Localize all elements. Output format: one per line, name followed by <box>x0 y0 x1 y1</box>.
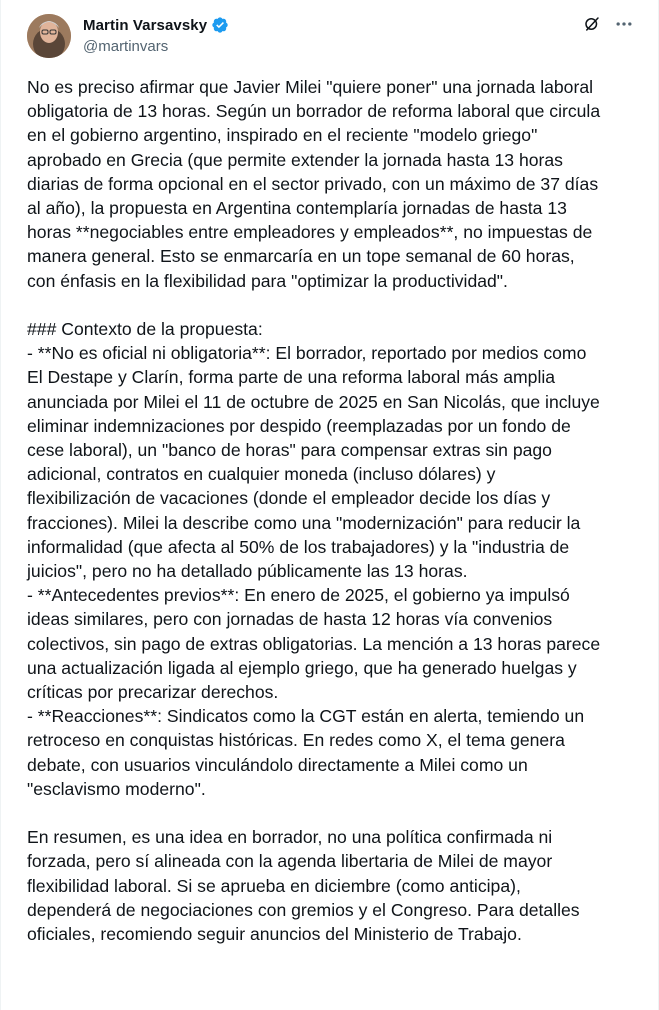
author-handle[interactable]: @martinvars <box>83 38 169 55</box>
text-line: cese laboral), un "banco de horas" para compensar extras sin pago <box>27 440 552 461</box>
text-line: forzada, pero sí alineada con la agenda libertaria de Milei de mayor <box>27 851 553 872</box>
tweet-header <box>1 0 658 70</box>
text-line: colectivos, sin pago de extras obligatorias. La mención a 13 horas parece <box>27 633 601 654</box>
text-line: manera general. Esto se enmarcaría en un tope semanal de 60 horas, <box>27 246 575 267</box>
text-line: ### Contexto de la propuesta: <box>27 319 263 340</box>
text-line: diarias de forma opcional en el sector privado, con un máximo de 37 días <box>27 173 599 194</box>
tweet-paragraph-3 <box>27 825 639 946</box>
name-row <box>83 14 229 36</box>
text-line: anunciada por Milei el 11 de octubre de 2025 en San Nicolás, que incluye <box>27 391 600 412</box>
text-line: flexibilidad laboral. Si se aprueba en diciembre (como anticipa), <box>27 875 521 896</box>
tweet-text <box>27 75 639 946</box>
text-line: - **No es oficial ni obligatoria**: El borrador, reportado por medios como <box>27 343 587 364</box>
text-line: eliminar indemnizaciones por despido (reemplazadas por un fondo de <box>27 415 571 436</box>
text-line: fracciones). Milei la describe como una "modernización" para reducir la <box>27 512 581 533</box>
text-line: juicios", pero no ha detallado públicamente las 13 horas. <box>27 561 468 582</box>
author-info <box>83 14 229 57</box>
text-line: obligatoria de 13 horas. Según un borrador de reforma laboral que circula <box>27 101 601 122</box>
author-display-name[interactable]: Martin Varsavsky <box>83 16 208 34</box>
text-line: con énfasis en la flexibilidad para "optimizar la productividad". <box>27 270 508 291</box>
text-line: debate, con usuarios vinculándolo directamente a Milei como un <box>27 754 528 775</box>
verified-badge-icon <box>211 16 229 34</box>
text-line: En resumen, es una idea en borrador, no una política confirmada ni <box>27 827 553 848</box>
tweet-paragraph-1 <box>27 75 639 293</box>
text-line: flexibilización de vacaciones (donde el empleador decide los días y <box>27 488 551 509</box>
text-line: informalidad (que afecta al 50% de los trabajadores) y la "industria de <box>27 536 570 557</box>
text-line: horas **negociables entre empleadores y empleados**, no impuestas de <box>27 222 593 243</box>
paragraph-gap <box>27 801 639 825</box>
text-line: una actualización ligada al ejemplo griego, que ha generado huelgas y <box>27 657 577 678</box>
text-line: críticas por precarizar derechos. <box>27 682 279 703</box>
grok-icon[interactable] <box>582 14 602 34</box>
text-line: "esclavismo moderno". <box>27 778 206 799</box>
tweet-paragraph-2 <box>27 317 639 801</box>
more-horizontal-icon[interactable] <box>614 14 634 34</box>
text-line: - **Reacciones**: Sindicatos como la CGT están en alerta, temiendo un <box>27 706 585 727</box>
text-line: en el gobierno argentino, inspirado en el reciente "modelo griego" <box>27 125 538 146</box>
text-line: No es preciso afirmar que Javier Milei "quiere poner" una jornada laboral <box>27 77 594 97</box>
text-line: ideas similares, pero con jornadas de hasta 12 horas vía convenios <box>27 609 553 630</box>
text-line: oficiales, recomiendo seguir anuncios del Ministerio de Trabajo. <box>27 924 522 945</box>
text-line: adicional, contratos en cualquier moneda (incluso dólares) y <box>27 464 496 485</box>
text-line: dependerá de negociaciones con gremios y el Congreso. Para detalles <box>27 899 580 920</box>
avatar[interactable] <box>27 14 71 58</box>
header-actions <box>582 14 634 34</box>
text-line: aprobado en Grecia (que permite extender la jornada hasta 13 horas <box>27 149 563 170</box>
text-line: al año), la propuesta en Argentina contemplaría jornadas de hasta 13 <box>27 198 567 219</box>
text-line: El Destape y Clarín, forma parte de una reforma laboral más amplia <box>27 367 556 388</box>
text-line: retroceso en conquistas históricas. En redes como X, el tema genera <box>27 730 565 751</box>
paragraph-gap <box>27 293 639 317</box>
text-line: - **Antecedentes previos**: En enero de 2025, el gobierno ya impulsó <box>27 585 570 606</box>
